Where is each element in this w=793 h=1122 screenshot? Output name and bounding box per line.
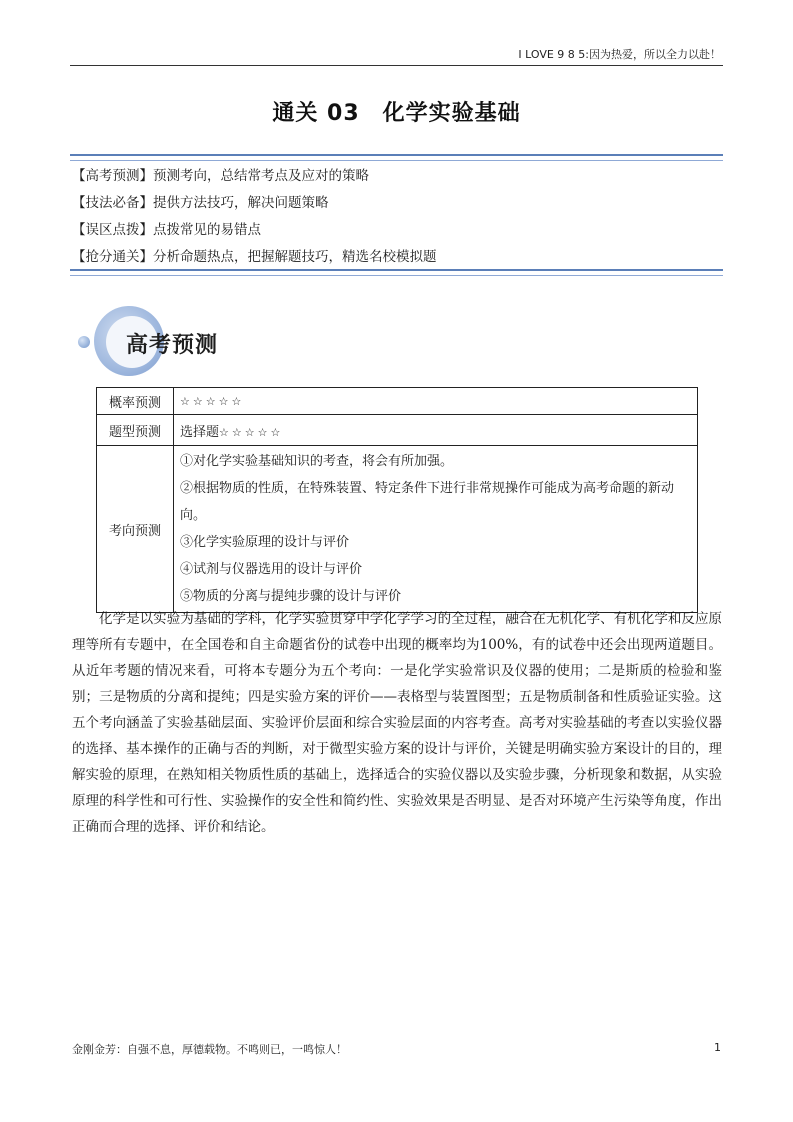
direction-point-5: ⑤物质的分离与提纯步骤的设计与评价 — [180, 589, 402, 604]
table-label-question-type: 题型预测 — [97, 415, 174, 446]
table-row-probability — [97, 388, 698, 415]
page-number: 1 — [714, 1041, 721, 1054]
summary-top-rule — [70, 154, 723, 161]
table-row-direction — [97, 446, 698, 613]
question-type-prefix: 选择题 — [180, 424, 220, 440]
body-paragraph: 化学是以实验为基础的学科，化学实验贯穿中学化学学习的全过程，融合在无机化学、有机化学和反应原理等所有专题中，在全国卷和自主命题省份的试卷中出现的概率均为100%，有的试卷中还会出现两道题目。从近年考题的情况来看，可将本专题分为五个考向：一是化学实验常识及仪器的使用；二是斯质的检验和鉴别；三是物质的分离和提纯；四是实验方案的评价——表格型与装置图型；五是物质制备和性质验证实验。这五个考向涵盖了实验基础层面、实验评价层面和综合实验层面的内容考查。高考对实验基础的考查以实验仪器的选择、基本操作的正确与否的判断，对于微型实验方案的设计与评价，关键是明确实验方案设计的目的，理解实验的原理，在熟知相关物质性质的基础上，选择适合的实验仪器以及实验步骤，分析现象和数据，从实验原理的科学性和可行性、实验操作的安全性和简约性、实验效果是否明显、是否对环境产生污染等角度，作出正确而合理的选择、评价和结论。 — [72, 611, 722, 835]
question-type-stars: ☆☆☆☆☆ — [219, 425, 284, 439]
probability-stars: ☆☆☆☆☆ — [180, 394, 245, 408]
direction-point-2: ②根据物质的性质，在特殊装置、特定条件下进行非常规操作可能成为高考命题的新动向。 — [180, 481, 675, 523]
summary-item-scoring: 【抢分通关】分析命题热点，把握解题技巧，精选名校模拟题 — [72, 249, 437, 265]
summary-item-forecast: 【高考预测】预测考向，总结常考点及应对的策略 — [72, 168, 369, 184]
summary-item-pitfalls: 【误区点拨】点拨常见的易错点 — [72, 222, 261, 238]
banner-dot-icon — [78, 336, 90, 348]
section-banner-title: 高考预测 — [126, 333, 219, 358]
direction-point-1: ①对化学实验基础知识的考查，将会有所加强。 — [180, 454, 454, 469]
summary-block — [72, 163, 722, 271]
summary-item-techniques: 【技法必备】提供方法技巧，解决问题策略 — [72, 195, 329, 211]
forecast-table — [96, 387, 698, 613]
body-text-block — [72, 606, 722, 840]
table-value-direction — [174, 446, 698, 613]
page-title: 通关 03 化学实验基础 — [272, 101, 521, 126]
page-header-text: I LOVE 9 8 5:因为热爱，所以全力以赴！ — [518, 48, 721, 61]
table-label-direction: 考向预测 — [97, 446, 174, 613]
direction-point-3: ③化学实验原理的设计与评价 — [180, 535, 350, 550]
table-value-question-type — [174, 415, 698, 446]
section-banner — [74, 300, 254, 380]
table-value-probability — [174, 388, 698, 415]
header-rule — [70, 65, 723, 66]
summary-bottom-rule — [70, 269, 723, 276]
page-footer-text: 金刚金芳：自强不息，厚德载物。不鸣则已，一鸣惊人！ — [72, 1043, 347, 1056]
table-row-question-type — [97, 415, 698, 446]
table-label-probability: 概率预测 — [97, 388, 174, 415]
direction-point-4: ④试剂与仪器选用的设计与评价 — [180, 562, 363, 577]
